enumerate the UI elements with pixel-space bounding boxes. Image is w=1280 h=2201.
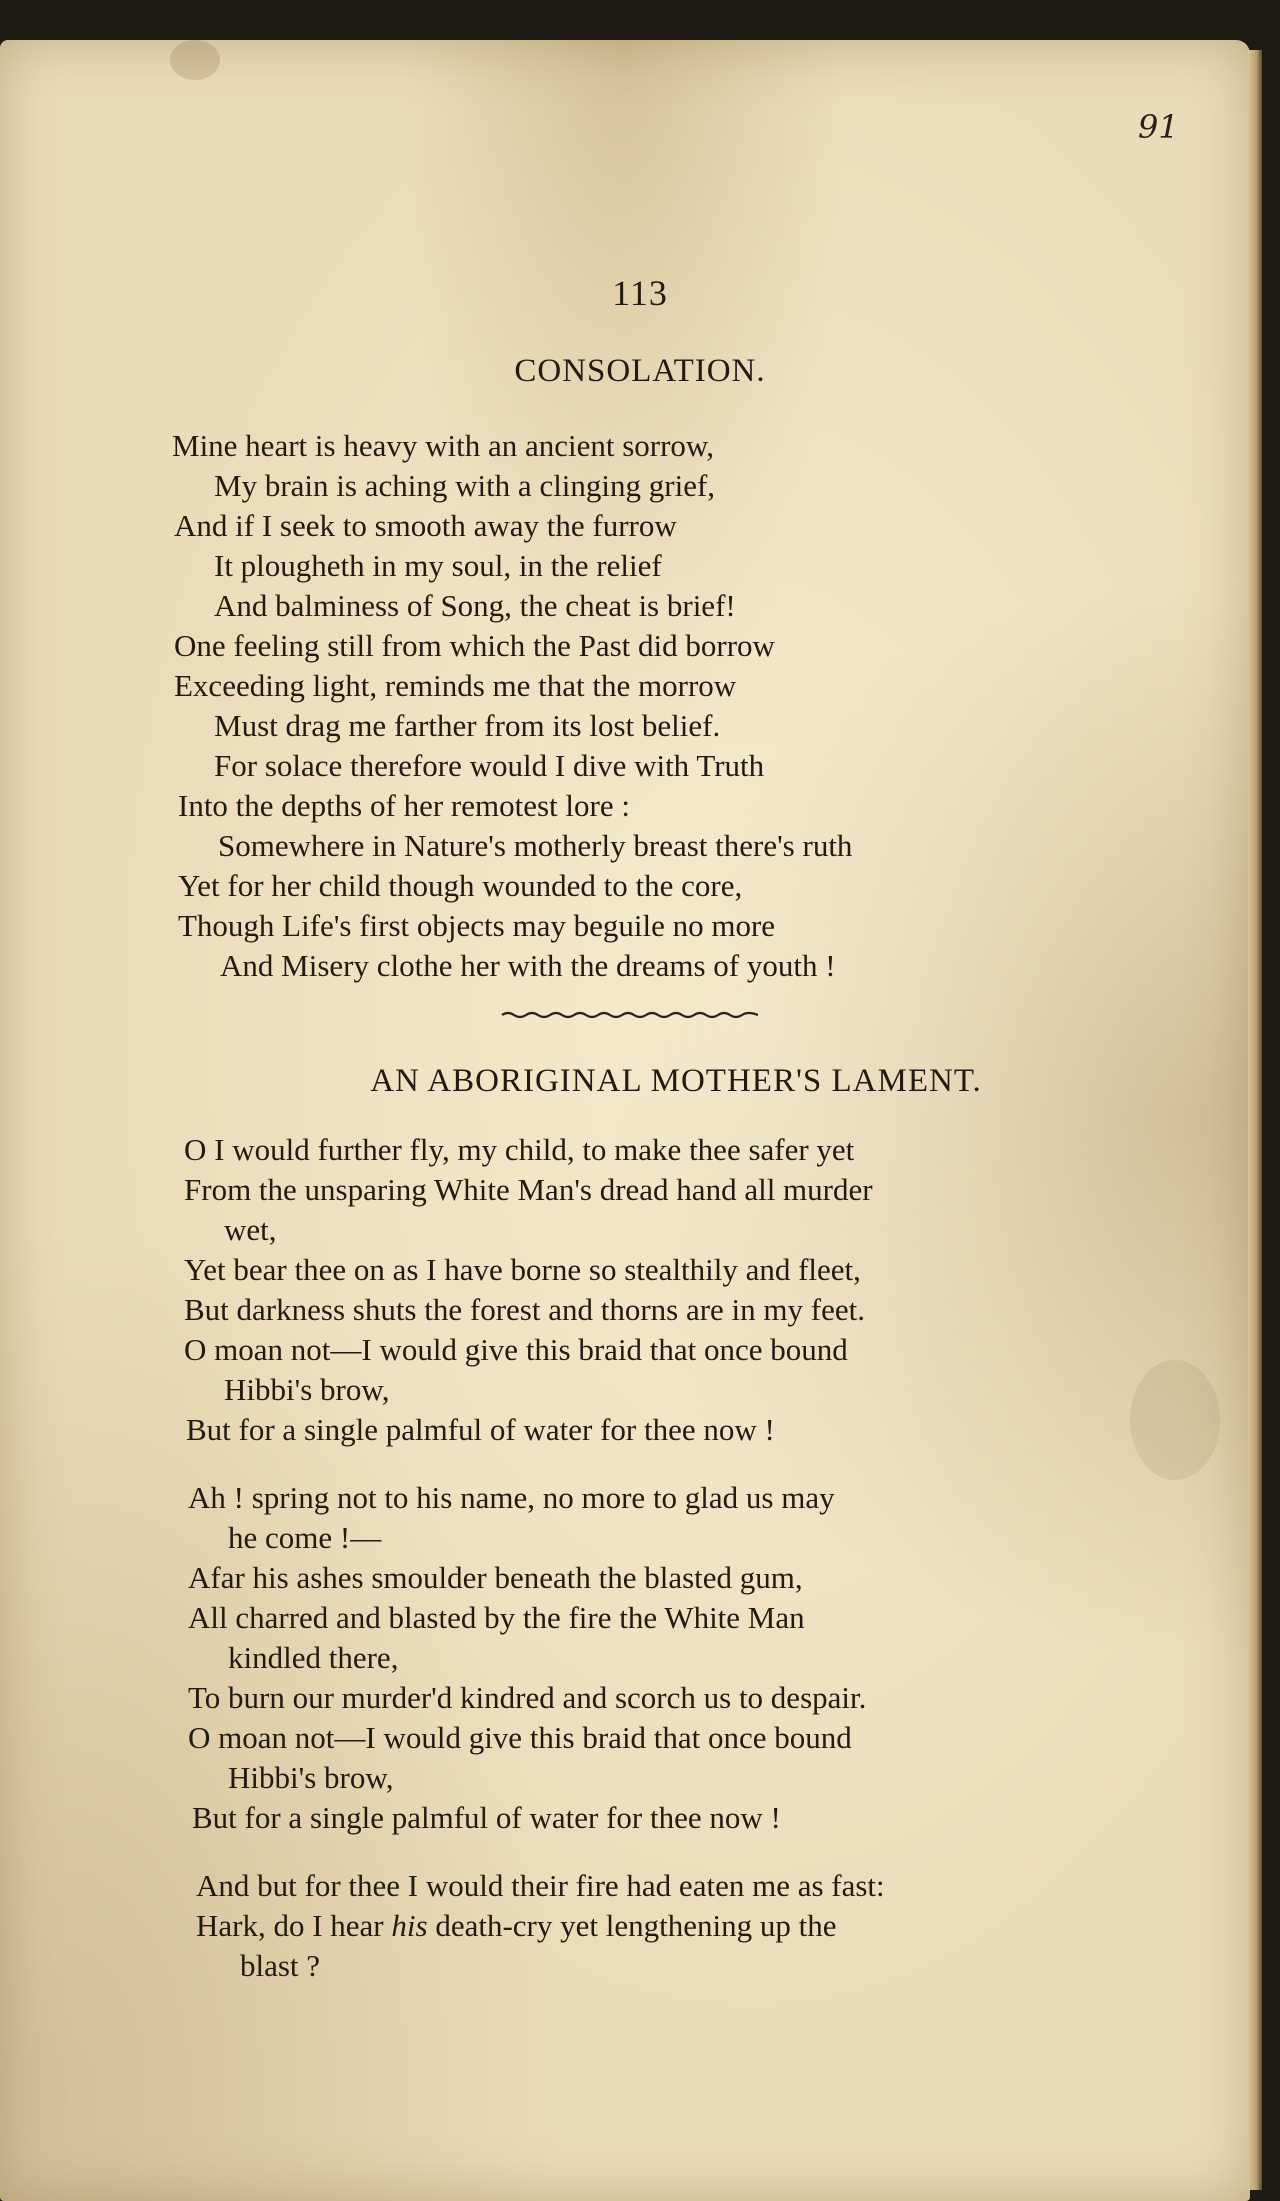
poem-line: wet, bbox=[224, 1212, 277, 1247]
stain bbox=[1130, 1360, 1220, 1480]
poem-line: But for a single palmful of water for thee now ! bbox=[192, 1800, 781, 1835]
line-text: Hark, do I hear bbox=[196, 1908, 392, 1943]
poem-line: From the unsparing White Man's dread hand all murder bbox=[184, 1172, 873, 1207]
poem-line: blast ? bbox=[240, 1948, 321, 1983]
poem-line: Though Life's first objects may beguile no more bbox=[178, 908, 776, 943]
poem-line: And but for thee I would their fire had eaten me as fast: bbox=[196, 1868, 885, 1903]
poem-line: Mine heart is heavy with an ancient sorrow, bbox=[172, 428, 715, 463]
page-number: 113 bbox=[612, 273, 668, 313]
line-text: death-cry yet lengthening up the bbox=[427, 1908, 837, 1943]
poem-line: O moan not—I would give this braid that once bound bbox=[184, 1332, 848, 1367]
poem-line: It plougheth in my soul, in the relief bbox=[214, 548, 662, 583]
poem-line: Exceeding light, reminds me that the morrow bbox=[174, 668, 737, 703]
folio-number: 91 bbox=[1138, 108, 1179, 146]
poem-title: CONSOLATION. bbox=[514, 353, 766, 389]
poem-line: Hibbi's brow, bbox=[228, 1760, 394, 1795]
poem-line: Yet for her child though wounded to the core, bbox=[178, 868, 743, 903]
poem-line: One feeling still from which the Past did borrow bbox=[174, 628, 775, 663]
poem-line bbox=[196, 1906, 836, 1946]
poem-line: O moan not—I would give this braid that once bound bbox=[188, 1720, 852, 1755]
italic-word: his bbox=[391, 1908, 428, 1943]
poem-line: My brain is aching with a clinging grief, bbox=[214, 468, 716, 503]
poem-line: All charred and blasted by the fire the White Man bbox=[188, 1600, 805, 1635]
poem-line: And Misery clothe her with the dreams of youth ! bbox=[220, 948, 836, 983]
poem-line: Somewhere in Nature's motherly breast there's ruth bbox=[218, 828, 853, 863]
poem-line: Ah ! spring not to his name, no more to glad us may bbox=[188, 1480, 835, 1515]
poem-line: Into the depths of her remotest lore : bbox=[178, 788, 630, 823]
poem-line: But darkness shuts the forest and thorns are in my feet. bbox=[184, 1292, 865, 1327]
poem-line: And if I seek to smooth away the furrow bbox=[174, 508, 677, 543]
poem-line: Must drag me farther from its lost belief. bbox=[214, 708, 721, 743]
poem-line: kindled there, bbox=[228, 1640, 399, 1675]
poem-line: he come !— bbox=[228, 1520, 382, 1555]
ornamental-divider bbox=[500, 1010, 760, 1020]
poem-line: But for a single palmful of water for thee now ! bbox=[186, 1412, 775, 1447]
poem-line: To burn our murder'd kindred and scorch us to despair. bbox=[188, 1680, 867, 1715]
poem-line: Afar his ashes smoulder beneath the blasted gum, bbox=[188, 1560, 803, 1595]
poem-line: And balminess of Song, the cheat is brief! bbox=[214, 588, 736, 623]
poem-line: Hibbi's brow, bbox=[224, 1372, 390, 1407]
poem-line: O I would further fly, my child, to make thee safer yet bbox=[184, 1132, 855, 1167]
poem-line: Yet bear thee on as I have borne so stealthily and fleet, bbox=[184, 1252, 861, 1287]
poem-line: For solace therefore would I dive with Truth bbox=[214, 748, 765, 783]
poem-title: AN ABORIGINAL MOTHER'S LAMENT. bbox=[370, 1063, 982, 1099]
stain bbox=[170, 40, 220, 80]
